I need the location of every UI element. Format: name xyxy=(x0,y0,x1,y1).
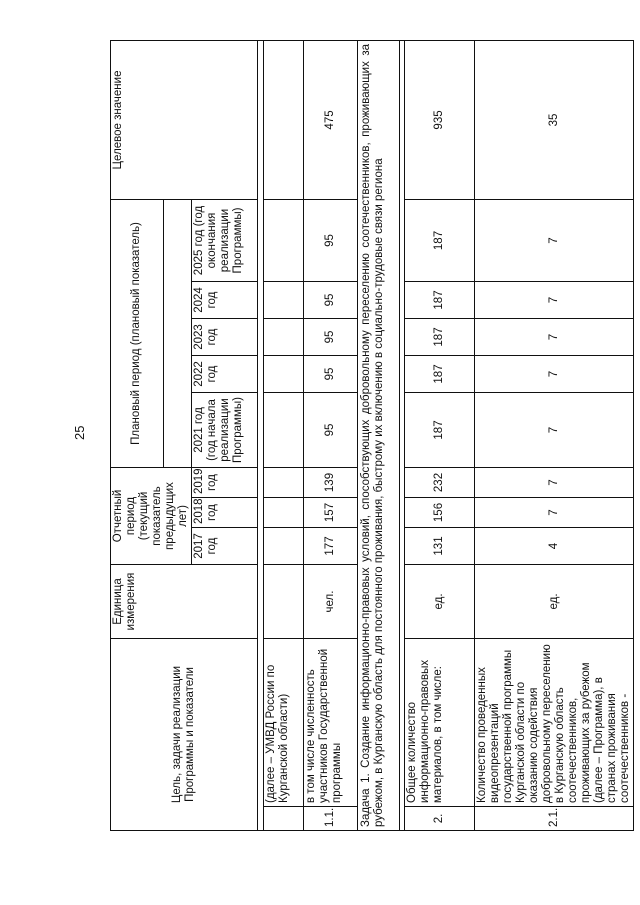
row-value: 95 xyxy=(304,282,358,319)
row-value: 156 xyxy=(405,498,475,528)
task-text: Задача 1. Создание информационно-правовых условий, способствующих добровольному переселению соотечественников, проживающих за рубежом, в Курганскую область для постоянного проживания, быстрому их включению в социально-трудовые связи региона xyxy=(358,40,400,830)
row-target: 475 xyxy=(304,40,358,199)
row-value: 95 xyxy=(304,356,358,393)
row-value: 187 xyxy=(405,319,475,356)
row-value: 95 xyxy=(304,319,358,356)
row-num: 2.1. xyxy=(475,807,634,831)
header-goal: Цель, задачи реализации Программы и показатели xyxy=(111,639,258,831)
row-unit: ед. xyxy=(475,565,634,639)
header-year: 2023 год xyxy=(192,319,258,356)
task-row xyxy=(358,40,400,830)
row-value xyxy=(264,282,304,319)
row-value xyxy=(264,199,304,281)
indicators-table xyxy=(110,40,634,831)
row-unit xyxy=(264,565,304,639)
header-year: 2024 год xyxy=(192,282,258,319)
row-target: 35 xyxy=(475,40,634,199)
row-target xyxy=(264,40,304,199)
row-name: (далее – УМВД России по Курганской области) xyxy=(264,639,304,807)
header-target: Целевое значение xyxy=(111,40,258,199)
row-target: 935 xyxy=(405,40,475,199)
header-year: 2025 год (год окончания реализации Программы) xyxy=(192,199,258,281)
row-name: Общее количество информационно-правовых материалов, в том числе: xyxy=(405,639,475,807)
row-unit: чел. xyxy=(304,565,358,639)
row-unit: ед. xyxy=(405,565,475,639)
row-value: 7 xyxy=(475,282,634,319)
row-value xyxy=(264,498,304,528)
row-value: 7 xyxy=(475,498,634,528)
row-num: 2. xyxy=(405,807,475,831)
row-value: 177 xyxy=(304,528,358,565)
row-value: 187 xyxy=(405,393,475,468)
rotated-table-page xyxy=(110,41,631,831)
row-value: 157 xyxy=(304,498,358,528)
row-value xyxy=(264,356,304,393)
row-value: 7 xyxy=(475,319,634,356)
row-value: 187 xyxy=(405,356,475,393)
header-year: 2019 год xyxy=(192,468,258,498)
header-spacer xyxy=(163,199,191,467)
header-year: 2017 год xyxy=(192,528,258,565)
row-value xyxy=(264,528,304,565)
page-number: 25 xyxy=(72,425,87,440)
row-value xyxy=(264,393,304,468)
row-name: в том числе численность участников Государственной программы xyxy=(304,639,358,807)
table-row xyxy=(405,40,475,830)
row-value: 4 xyxy=(475,528,634,565)
row-value: 131 xyxy=(405,528,475,565)
table-row xyxy=(475,40,634,830)
row-value xyxy=(264,468,304,498)
header-reporting-period: Отчетный период (текущий показатель предыдущих лет) xyxy=(111,468,192,565)
table-row xyxy=(264,40,304,830)
row-num: 1.1. xyxy=(304,807,358,831)
row-value: 187 xyxy=(405,282,475,319)
row-value: 232 xyxy=(405,468,475,498)
row-value: 7 xyxy=(475,393,634,468)
row-value: 95 xyxy=(304,393,358,468)
table-row xyxy=(304,40,358,830)
header-year: 2018 год xyxy=(192,498,258,528)
row-value: 95 xyxy=(304,199,358,281)
row-value: 139 xyxy=(304,468,358,498)
row-value: 7 xyxy=(475,199,634,281)
header-year: 2022 год xyxy=(192,356,258,393)
row-num xyxy=(264,807,304,831)
header-unit: Единица измерения xyxy=(111,565,258,639)
row-name: Количество проведенных видеопрезентаций государственной программы Курганской области по оказанию содействия добровольному переселению в Курганскую область соотечественников, проживающих за рубежом (далее – Программа), в странах проживания соотечественников - xyxy=(475,639,634,807)
row-value: 187 xyxy=(405,199,475,281)
header-year: 2021 год (год начала реализации Программы) xyxy=(192,393,258,468)
row-value: 7 xyxy=(475,468,634,498)
header-planned-period: Плановый период (плановый показатель) xyxy=(111,199,164,467)
row-value xyxy=(264,319,304,356)
row-value: 7 xyxy=(475,356,634,393)
